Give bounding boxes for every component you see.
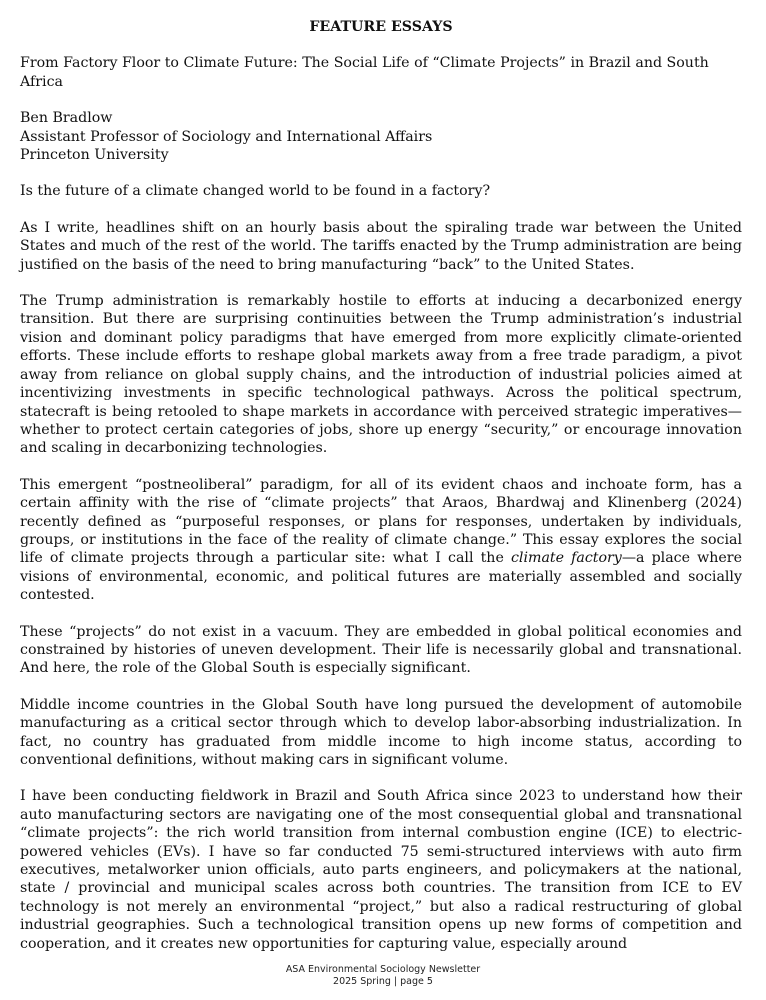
essay-title: From Factory Floor to Climate Future: The Social Life of “Climate Projects” in Brazil and South Africa [20, 55, 709, 90]
opening-question: Is the future of a climate changed world to be found in a factory? [20, 183, 491, 200]
paragraph-middle-income: Middle income countries in the Global South have long pursued the development of automobile manufacturing as a critical sector through which to develop labor-absorbing industrialization. In fact, no country has graduated from middle income to high income status, according to conventional definitions, without making cars in significant volume. [20, 696, 742, 768]
paragraph-fieldwork: I have been conducting fieldwork in Brazil and South Africa since 2023 to understand how their auto manufacturing sectors are navigating one of the most consequential global and transnational “climate projects”: the rich world transition from internal combustion engine (ICE) to electric-powered vehicles (EVs). I have so far conducted 75 semi-structured interviews with auto firm executives, metalworker union officials, auto parts engineers, and policymakers at the national, state / provincial and municipal scales across both countries. The transition from ICE to EV technology is not merely an environmental “project,” but also a radical restructuring of global industrial geographies. Such a technological transition opens up new forms of competition and cooperation, and it creates new opportunities for capturing value, especially around [20, 788, 742, 952]
section-title: FEATURE ESSAYS [309, 19, 453, 35]
paragraph-trade-war: As I write, headlines shift on an hourly basis about the spiraling trade war between the United States and much of the rest of the world. The tariffs enacted by the Trump administration are being justified on the basis of the need to bring manufacturing “back” to the United States. [20, 219, 742, 273]
author-block [20, 109, 742, 164]
paragraph-text: —a place where visions of environmental, economic, and political futures are materially assembled and socially contested. [20, 550, 742, 604]
footer-issue-page: 2025 Spring | page 5 [333, 976, 433, 987]
paragraph-projects-vacuum: These “projects” do not exist in a vacuum. They are embedded in global political economies and constrained by histories of uneven development. Their life is necessarily global and transnational. And here, the role of the Global South is especially significant. [20, 623, 742, 677]
author-position: Assistant Professor of Sociology and International Affairs [20, 128, 433, 145]
emphasized-term: climate factory [510, 550, 622, 567]
author-name: Ben Bradlow [20, 110, 113, 127]
paragraph-trump-administration: The Trump administration is remarkably hostile to efforts at inducing a decarbonized energy transition. But there are surprising continuities between the Trump administration’s industrial vision and dominant policy paradigms that have emerged from more explicitly climate-oriented efforts. These include efforts to reshape global markets away from a free trade paradigm, a pivot away from reliance on global supply chains, and the introduction of industrial policies aimed at incentivizing investments in specific technological pathways. Across the political spectrum, statecraft is being retooled to shape markets in accordance with perceived strategic imperatives—whether to protect certain categories of jobs, shore up energy “security,” or encourage innovation and scaling in decarbonizing technologies. [20, 293, 742, 457]
author-institution: Princeton University [20, 147, 169, 164]
newsletter-page [20, 18, 742, 971]
paragraph-text: This emergent “postneoliberal” paradigm, for all of its evident chaos and inchoate form, has a certain affinity with the rise of “climate projects” that Araos, Bhardwaj and Klinenberg (2024) recently defined as “purposeful responses, or plans for responses, undertaken by individuals, groups, or institutions in the face of the reality of climate change.” This essay explores the social life of climate projects through a particular site: what I call the [20, 476, 742, 567]
footer-newsletter-name: ASA Environmental Sociology Newsletter [285, 964, 481, 975]
paragraph-postneoliberal [20, 476, 742, 605]
page-footer [0, 964, 766, 988]
